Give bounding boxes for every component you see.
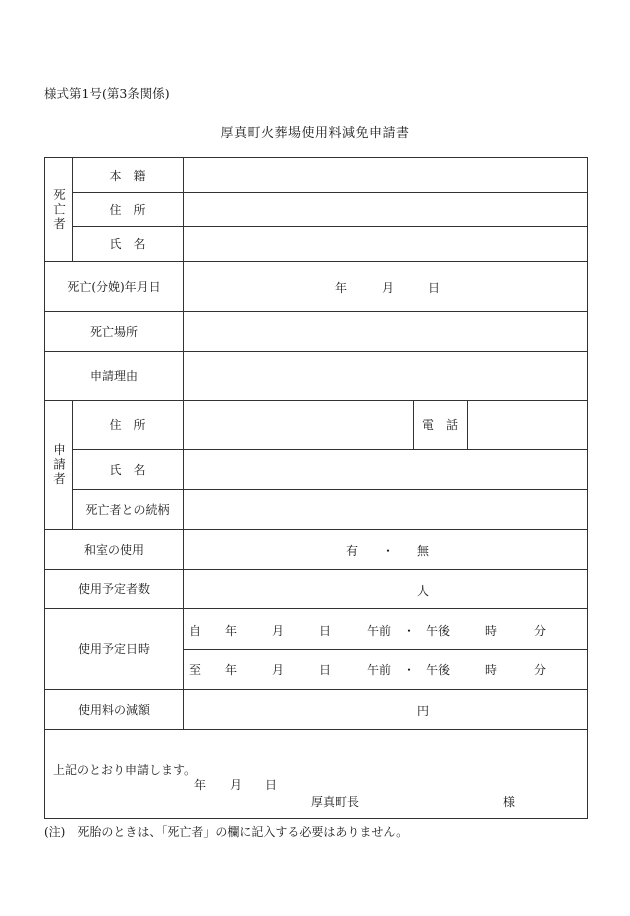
to-pm: 午後 bbox=[426, 663, 451, 677]
death-date-label: 死亡(分娩)年月日 bbox=[67, 279, 161, 294]
phone-label: 電 話 bbox=[421, 418, 458, 432]
deceased-address-label: 住 所 bbox=[109, 202, 146, 217]
applicant-address-field[interactable] bbox=[184, 401, 412, 448]
declaration-text: 上記のとおり申請します。 bbox=[53, 763, 197, 777]
planned-users-unit: 人 bbox=[417, 584, 430, 598]
death-date-day: 日 bbox=[428, 281, 441, 295]
to-day: 日 bbox=[319, 663, 332, 677]
death-place-label: 死亡場所 bbox=[89, 324, 138, 339]
japanese-room-separator: ・ bbox=[382, 544, 395, 558]
death-date-month: 月 bbox=[382, 281, 395, 295]
to-hour: 時 bbox=[485, 663, 498, 677]
to-minute: 分 bbox=[534, 663, 547, 677]
relation-field[interactable] bbox=[184, 490, 587, 528]
applicant-name-field[interactable] bbox=[184, 450, 587, 488]
to-month: 月 bbox=[272, 663, 285, 677]
from-separator: ・ bbox=[403, 624, 416, 638]
from-label: 自 bbox=[189, 624, 202, 638]
to-separator: ・ bbox=[403, 663, 416, 677]
applicant-group-label: 申請者 bbox=[51, 442, 67, 487]
relation-label: 死亡者との続柄 bbox=[85, 502, 170, 517]
reduction-unit: 円 bbox=[417, 704, 430, 718]
to-am: 午前 bbox=[367, 663, 392, 677]
to-year: 年 bbox=[225, 663, 238, 677]
from-hour: 時 bbox=[485, 624, 498, 638]
honseki-field[interactable] bbox=[184, 159, 587, 191]
death-place-field[interactable] bbox=[184, 312, 587, 350]
from-day: 日 bbox=[319, 624, 332, 638]
deceased-group-label: 死亡者 bbox=[51, 187, 67, 232]
sama-label: 様 bbox=[503, 795, 516, 809]
reduction-label: 使用料の減額 bbox=[77, 702, 150, 717]
japanese-room-yes[interactable]: 有 bbox=[346, 544, 359, 558]
reason-label: 申請理由 bbox=[89, 369, 138, 383]
application-form-table bbox=[44, 157, 588, 819]
mayor-label: 厚真町長 bbox=[311, 795, 360, 809]
to-label: 至 bbox=[189, 663, 202, 677]
planned-users-field[interactable] bbox=[184, 570, 587, 607]
from-month: 月 bbox=[272, 624, 285, 638]
from-am: 午前 bbox=[367, 624, 392, 638]
deceased-name-label: 氏 名 bbox=[109, 237, 146, 251]
declaration-year: 年 bbox=[194, 778, 207, 792]
declaration-month: 月 bbox=[230, 778, 243, 792]
reduction-amount-field[interactable] bbox=[184, 690, 587, 728]
applicant-address-label: 住 所 bbox=[109, 418, 146, 432]
deceased-name-field[interactable] bbox=[184, 227, 587, 260]
phone-field[interactable] bbox=[468, 401, 587, 448]
from-pm: 午後 bbox=[426, 624, 451, 638]
from-year: 年 bbox=[225, 624, 238, 638]
planned-datetime-label: 使用予定日時 bbox=[77, 642, 150, 656]
reason-field[interactable] bbox=[184, 352, 587, 399]
japanese-room-no[interactable]: 無 bbox=[417, 544, 430, 558]
footnote: (注) 死胎のときは、「死亡者」の欄に記入する必要はありません。 bbox=[44, 825, 409, 839]
death-date-year: 年 bbox=[335, 281, 348, 295]
form-title: 厚真町火葬場使用料減免申請書 bbox=[220, 126, 410, 141]
form-number: 様式第1号(第3条関係) bbox=[44, 86, 170, 101]
applicant-name-label: 氏 名 bbox=[109, 462, 146, 477]
planned-users-label: 使用予定者数 bbox=[77, 582, 150, 596]
honseki-label: 本 籍 bbox=[109, 168, 146, 183]
japanese-room-label: 和室の使用 bbox=[83, 542, 144, 557]
declaration-day: 日 bbox=[265, 778, 278, 792]
from-minute: 分 bbox=[534, 624, 547, 638]
deceased-address-field[interactable] bbox=[184, 193, 587, 225]
